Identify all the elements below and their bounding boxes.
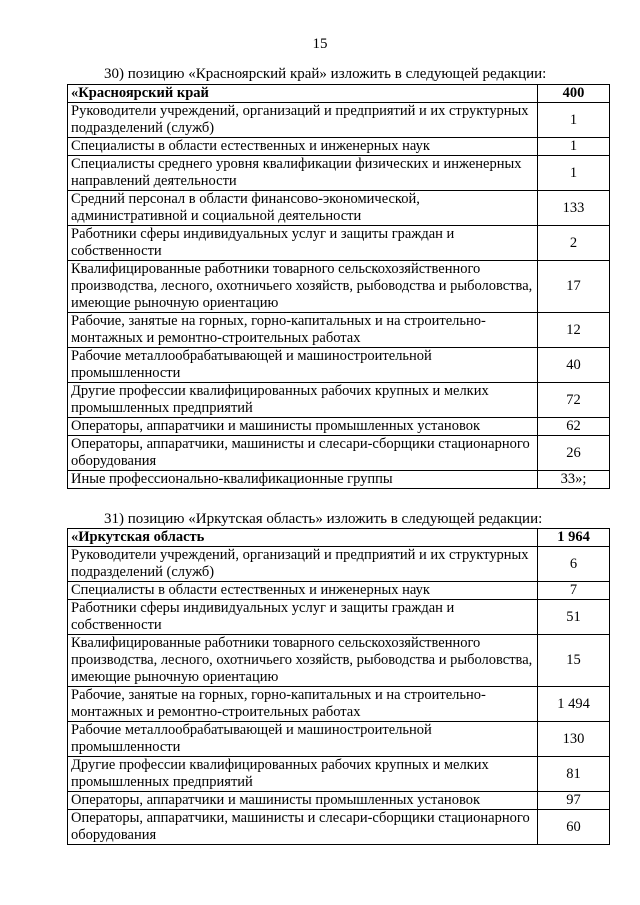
row-label: Рабочие, занятые на горных, горно-капитальных и на строительно-монтажных и ремонтно-строительных работах [68,313,538,348]
row-value: 2 [538,226,610,261]
row-label: Специалисты в области естественных и инженерных наук [68,582,538,600]
table-header-row [68,85,610,103]
row-value: 26 [538,436,610,471]
row-label: Специалисты в области естественных и инженерных наук [68,138,538,156]
table-row [68,348,610,383]
row-label: Рабочие, занятые на горных, горно-капитальных и на строительно-монтажных и ремонтно-строительных работах [68,687,538,722]
region-name: «Иркутская область [68,529,538,547]
row-label: Операторы, аппаратчики и машинисты промышленных установок [68,418,538,436]
row-value: 6 [538,547,610,582]
row-label: Руководители учреждений, организаций и предприятий и их структурных подразделений (служб) [68,103,538,138]
row-value: 1 494 [538,687,610,722]
table-row [68,436,610,471]
row-value: 81 [538,757,610,792]
table-row [68,261,610,313]
table-row [68,600,610,635]
row-label: Операторы, аппаратчики, машинисты и слесари-сборщики стационарного оборудования [68,436,538,471]
region-total: 400 [538,85,610,103]
row-value: 40 [538,348,610,383]
row-label: Работники сферы индивидуальных услуг и защиты граждан и собственности [68,226,538,261]
row-value: 133 [538,191,610,226]
row-value: 72 [538,383,610,418]
row-value: 62 [538,418,610,436]
table-row [68,757,610,792]
table-row [68,156,610,191]
table-row [68,810,610,845]
row-label: Рабочие металлообрабатывающей и машиностроительной промышленности [68,348,538,383]
section-31-intro: 31) позицию «Иркутская область» изложить в следующей редакции: [104,511,543,527]
region-total: 1 964 [538,529,610,547]
table-row [68,687,610,722]
page-number: 15 [312,36,328,52]
row-value: 97 [538,792,610,810]
row-label: Квалифицированные работники товарного сельскохозяйственного производства, лесного, охотничьего хозяйств, рыбоводства и рыболовства, имеющие рыночную ориентацию [68,261,538,313]
section-30-intro: 30) позицию «Красноярский край» изложить в следующей редакции: [104,66,547,82]
row-value: 51 [538,600,610,635]
region-name: «Красноярский край [68,85,538,103]
table-row [68,635,610,687]
row-value: 60 [538,810,610,845]
row-label: Операторы, аппаратчики, машинисты и слесари-сборщики стационарного оборудования [68,810,538,845]
table-row [68,138,610,156]
row-value: 33»; [538,471,610,489]
row-label: Квалифицированные работники товарного сельскохозяйственного производства, лесного, охотничьего хозяйств, рыбоводства и рыболовства, имеющие рыночную ориентацию [68,635,538,687]
table-row [68,103,610,138]
row-value: 130 [538,722,610,757]
table-row [68,471,610,489]
krasnoyarsk-table [67,84,610,489]
row-value: 12 [538,313,610,348]
table-row [68,792,610,810]
table-row [68,722,610,757]
row-value: 1 [538,156,610,191]
row-label: Другие профессии квалифицированных рабочих крупных и мелких промышленных предприятий [68,757,538,792]
row-label: Операторы, аппаратчики и машинисты промышленных установок [68,792,538,810]
irkutsk-table [67,528,610,845]
row-label: Руководители учреждений, организаций и предприятий и их структурных подразделений (служб) [68,547,538,582]
row-label: Другие профессии квалифицированных рабочих крупных и мелких промышленных предприятий [68,383,538,418]
table-row [68,226,610,261]
row-label: Иные профессионально-квалификационные группы [68,471,538,489]
row-value: 1 [538,103,610,138]
table-header-row [68,529,610,547]
table-row [68,383,610,418]
row-value: 15 [538,635,610,687]
row-label: Средний персонал в области финансово-экономической, административной и социальной деятельности [68,191,538,226]
table-row [68,547,610,582]
row-value: 17 [538,261,610,313]
table-row [68,582,610,600]
table-row [68,313,610,348]
row-label: Специалисты среднего уровня квалификации физических и инженерных направлений деятельности [68,156,538,191]
row-value: 1 [538,138,610,156]
table-row [68,191,610,226]
row-label: Работники сферы индивидуальных услуг и защиты граждан и собственности [68,600,538,635]
row-label: Рабочие металлообрабатывающей и машиностроительной промышленности [68,722,538,757]
row-value: 7 [538,582,610,600]
table-row [68,418,610,436]
